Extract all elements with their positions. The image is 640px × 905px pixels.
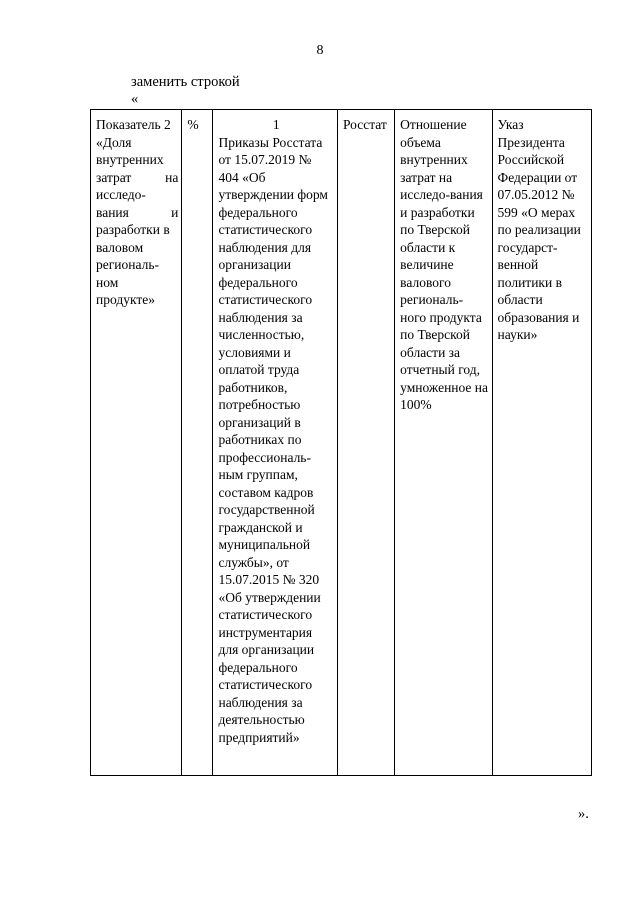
source-number: 1 xyxy=(272,117,280,132)
basis-cell: Указ Президента Российской Федерации от 07.05.2012 № 599 «О мерах по реализации государст-венной политики в области образования и науки» xyxy=(492,110,591,776)
open-quote: « xyxy=(131,91,139,107)
indicator-line: «Доля xyxy=(96,134,132,150)
indicator-line: региональ- xyxy=(96,257,159,272)
source-text: Приказы Росстата от 15.07.2019 № 404 «Об утверждении форм федерального статистического наблюдения для организации федерального статистического наблюдения за численностью, условиями и оплатой труда работников, потребностью организаций в работниках по профессиональ-ным группам, составом кадров государственной гражданской и муниципальной службы», от 15.07.2015 № 320 «Об утверждении статистического инструментария для организации федерального статистического наблюдения за деятельностью предприятий» xyxy=(218,134,328,745)
indicator-line: внутренних xyxy=(96,152,164,167)
method-cell: Отношение объема внутренних затрат на исследо-вания и разработки по Тверской области к величине валового региональ-ного продукта по Тверской области за отчетный год, умноженное на 100% xyxy=(395,110,492,776)
intro-text: заменить строкой xyxy=(131,74,240,90)
indicator-line: разработки в xyxy=(96,222,170,237)
unit-cell: % xyxy=(182,110,213,776)
indicator-line: вания и xyxy=(96,204,179,220)
page-number: 8 xyxy=(316,43,324,58)
table-row xyxy=(91,110,592,776)
close-quote: ». xyxy=(578,806,589,822)
indicator-line: валовом xyxy=(96,239,144,255)
indicator-line: ном xyxy=(96,274,119,290)
indicator-line: исследо- xyxy=(96,187,146,202)
indicator-line: продукте» xyxy=(96,292,155,307)
indicator-line: Показатель 2 xyxy=(96,117,171,132)
replacement-table xyxy=(90,109,592,776)
agency-cell: Росстат xyxy=(337,110,394,776)
source-cell xyxy=(213,110,337,776)
indicator-line: затрат на xyxy=(96,169,179,185)
indicator-cell xyxy=(91,110,182,776)
